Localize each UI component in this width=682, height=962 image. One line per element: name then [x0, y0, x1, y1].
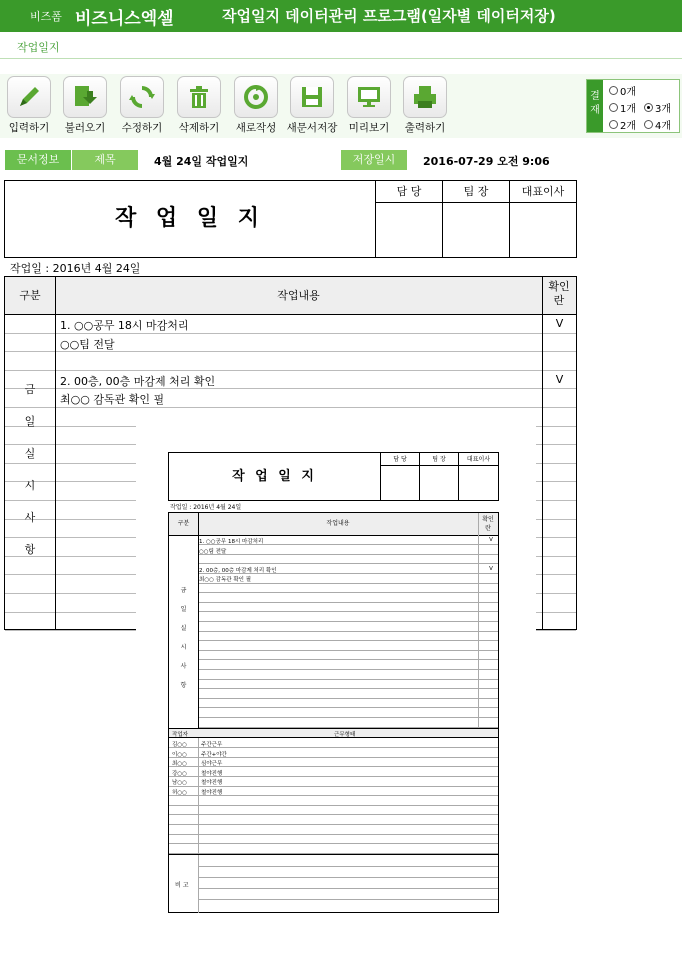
row-check: V	[555, 372, 564, 386]
radio-icon	[644, 120, 653, 129]
preview-row-check: V	[489, 565, 493, 572]
divider	[55, 277, 56, 629]
preview-row	[198, 651, 498, 660]
worker-row	[169, 845, 498, 854]
preview-row-check: V	[489, 537, 493, 543]
preview-row	[198, 584, 498, 593]
load-button[interactable]: 불러오기	[57, 76, 113, 135]
divider	[198, 738, 199, 854]
worker-row	[169, 787, 498, 796]
signer-box[interactable]: 대표이사	[510, 181, 576, 257]
preview-row	[198, 661, 498, 670]
preview-row	[198, 670, 498, 679]
approval-option-0[interactable]: 0개	[609, 83, 636, 98]
signer-box[interactable]: 팀 장	[443, 181, 510, 257]
preview-signer: 담 당	[381, 453, 420, 500]
edit-button[interactable]: 수정하기	[114, 76, 170, 135]
approval-option-1[interactable]: 1개	[609, 100, 636, 115]
preview-row	[198, 718, 498, 727]
approval-option-3[interactable]: 3개	[644, 100, 671, 115]
new-button[interactable]: 새로작성	[228, 76, 284, 135]
preview-row	[198, 594, 498, 603]
document-info-row	[0, 150, 682, 172]
worker-header: 작업자 근무형태	[169, 728, 498, 738]
input-button[interactable]: 입력하기	[1, 76, 57, 135]
tab-bar	[0, 32, 682, 59]
saved-label: 저장일시	[341, 150, 407, 170]
app-title: 작업일지 데이터관리 프로그램(일자별 데이터저장)	[222, 7, 556, 25]
worker-name: 김○○	[172, 742, 187, 748]
preview-row	[198, 622, 498, 631]
print-preview	[136, 420, 536, 962]
subject-label: 제목	[72, 150, 138, 170]
worker-name: 남○○	[172, 780, 187, 787]
monitor-icon	[347, 76, 391, 118]
worker-row	[169, 758, 498, 767]
table-row[interactable]	[5, 315, 576, 334]
brand-small: 비즈폼	[30, 10, 62, 23]
table-header	[5, 277, 576, 315]
save-new-button[interactable]: 새문서저장	[284, 76, 340, 135]
preview-header	[168, 452, 499, 501]
preview-table	[168, 512, 499, 913]
doc-info-label: 문서정보	[5, 150, 71, 170]
load-icon	[63, 76, 107, 118]
approval-selector	[586, 79, 680, 133]
preview-row	[198, 574, 498, 583]
worker-name: 강○○	[172, 770, 187, 777]
refresh-icon	[120, 76, 164, 118]
preview-table-header: 구분 작업내용 확인란	[169, 513, 498, 536]
radio-icon	[609, 86, 618, 95]
remark-area: 비 고	[169, 854, 498, 912]
printer-icon	[403, 76, 447, 118]
preview-row	[198, 603, 498, 612]
brand-name: 비즈니스엑셀	[75, 9, 174, 29]
save-icon	[290, 76, 334, 118]
table-row[interactable]	[5, 371, 576, 390]
col-gubun: 구분	[19, 289, 41, 302]
preview-row-content: ○○팀 전달	[199, 548, 227, 555]
preview-row	[198, 536, 498, 545]
preview-title: 작 업 일 지	[169, 453, 381, 500]
preview-side-label: 금 일 실 시 사 항	[180, 587, 187, 689]
table-row[interactable]	[5, 352, 576, 371]
preview-row-content: 최○○ 감독관 확인 필	[199, 577, 252, 584]
row-content: 2. 00층, 00층 마감제 처리 확인	[60, 374, 216, 388]
worker-status: 심야근무	[201, 761, 223, 768]
worker-row	[169, 768, 498, 777]
title-bar	[0, 0, 682, 32]
radio-icon	[609, 120, 618, 129]
row-content: ○○팀 전달	[60, 337, 115, 351]
worker-status: 철야진행	[201, 770, 223, 777]
worker-name: 최○○	[172, 761, 187, 768]
worker-status: 철야진행	[201, 790, 223, 796]
worker-row	[169, 806, 498, 815]
side-label: 금 일 실 시 사 항	[24, 383, 36, 556]
divider	[198, 513, 199, 728]
signer-box[interactable]: 담 당	[376, 181, 443, 257]
delete-button[interactable]: 삭제하기	[171, 76, 227, 135]
worker-row	[169, 749, 498, 758]
trash-icon	[177, 76, 221, 118]
row-check: V	[555, 317, 564, 330]
col-check: 확인란	[548, 280, 570, 307]
worker-row	[169, 739, 498, 748]
preview-row	[198, 699, 498, 708]
preview-signer: 팀 장	[420, 453, 459, 500]
worker-row	[169, 825, 498, 834]
preview-row	[198, 642, 498, 651]
sheet-header	[4, 180, 577, 258]
col-content: 작업내용	[277, 289, 320, 302]
worker-row	[169, 835, 498, 844]
preview-date: 작업일 : 2016년 4월 24일	[170, 504, 242, 511]
worker-name: 이○○	[172, 751, 187, 758]
sheet-title: 작 업 일 지	[5, 181, 376, 257]
radio-selected-icon	[644, 103, 653, 112]
pencil-icon	[7, 76, 51, 118]
approval-option-2[interactable]: 2개	[609, 117, 636, 132]
preview-row	[198, 565, 498, 574]
saved-value: 2016-07-29 오전 9:06	[423, 155, 550, 168]
subject-value[interactable]: 4월 24일 작업일지	[154, 155, 249, 168]
preview-row	[198, 555, 498, 564]
preview-row-content: 1. ○○공무 18시 마감처리	[199, 539, 264, 545]
toolbar	[0, 74, 682, 138]
worker-row	[169, 777, 498, 786]
table-row[interactable]	[5, 334, 576, 353]
preview-row	[198, 613, 498, 622]
preview-button[interactable]: 미리보기	[341, 76, 397, 135]
worker-row	[169, 816, 498, 825]
tab-worklog[interactable]: 작업일지	[17, 41, 60, 54]
preview-row	[198, 680, 498, 689]
worker-row	[169, 797, 498, 806]
divider	[478, 513, 479, 728]
new-icon	[234, 76, 278, 118]
worker-status: 주간근무	[201, 742, 223, 748]
approval-option-4[interactable]: 4개	[644, 117, 671, 132]
worker-name: 허○○	[172, 790, 187, 796]
table-row[interactable]	[5, 389, 576, 408]
radio-icon	[609, 103, 618, 112]
preview-row	[198, 546, 498, 555]
preview-signer: 대표이사	[459, 453, 498, 500]
row-content: 1. ○○공무 18시 마감처리	[60, 319, 189, 332]
divider	[542, 277, 543, 629]
preview-row	[198, 632, 498, 641]
work-date[interactable]: 작업일 : 2016년 4월 24일	[10, 262, 141, 275]
preview-row	[198, 690, 498, 699]
preview-row	[198, 709, 498, 718]
worker-status: 철야진행	[201, 780, 223, 787]
approval-label: 결재	[587, 80, 603, 132]
row-content: 최○○ 감독관 확인 필	[60, 393, 165, 407]
worker-status: 주간+야간	[201, 751, 227, 758]
preview-row-content: 2. 00층, 00층 마감제 처리 확인	[199, 567, 277, 574]
print-button[interactable]: 출력하기	[397, 76, 453, 135]
